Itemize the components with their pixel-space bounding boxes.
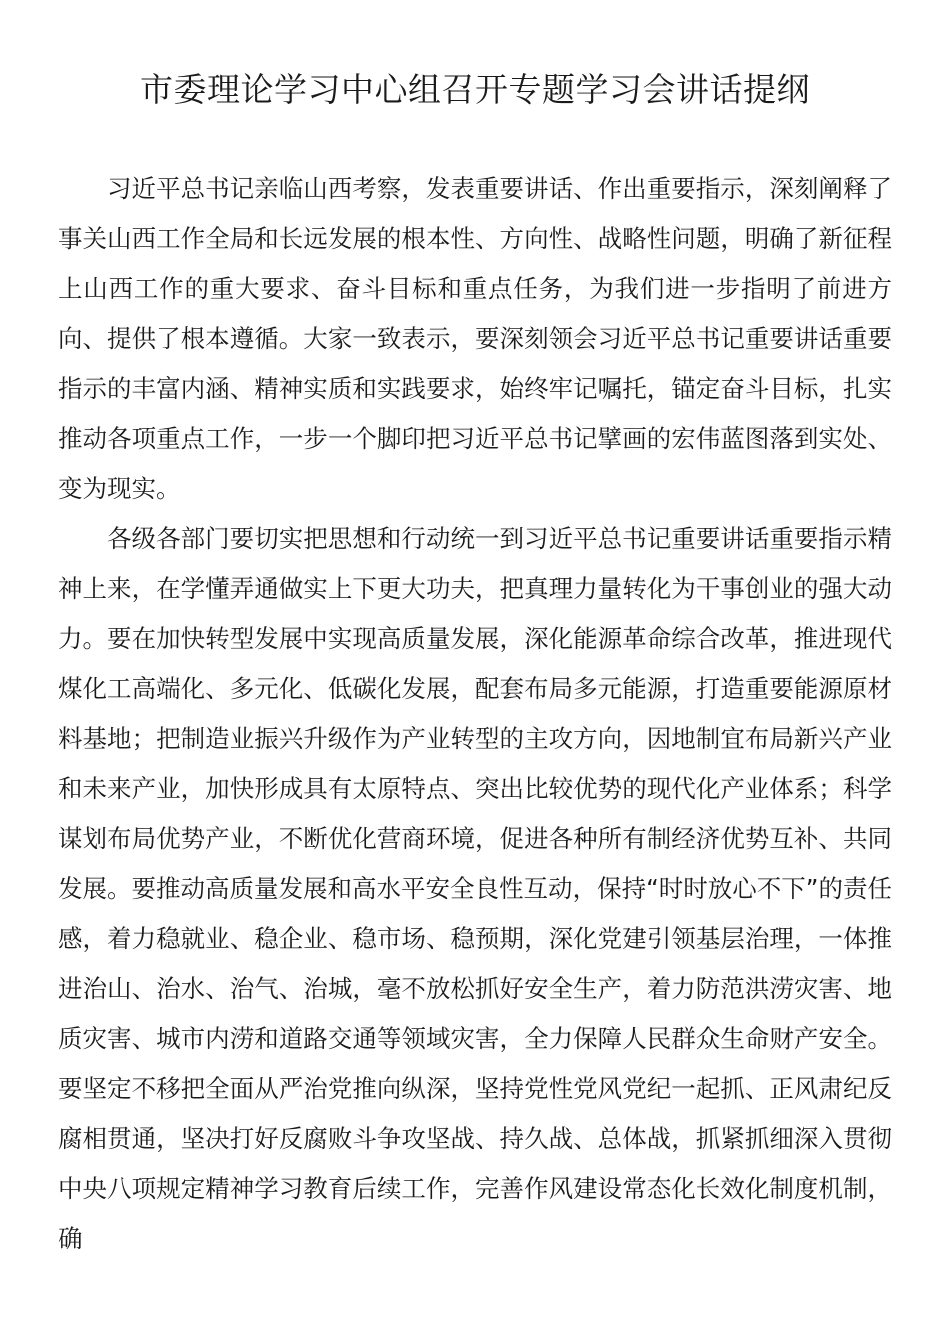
paragraph-2: 各级各部门要切实把思想和行动统一到习近平总书记重要讲话重要指示精神上来，在学懂弄通做实上下更大功夫，把真理力量转化为干事创业的强大动力。要在加快转型发展中实现高质量发展，深化能源革命综合改革，推进现代煤化工高端化、多元化、低碳化发展，配套布局多元能源，打造重要能源原材料基地；把制造业振兴升级作为产业转型的主攻方向，因地制宜布局新兴产业和未来产业，加快形成具有太原特点、突出比较优势的现代化产业体系；科学谋划布局优势产业，不断优化营商环境，促进各种所有制经济优势互补、共同发展。要推动高质量发展和高水平安全良性互动，保持“时时放心不下”的责任感，着力稳就业、稳企业、稳市场、稳预期，深化党建引领基层治理，一体推进治山、治水、治气、治城，毫不放松抓好安全生产，着力防范洪涝灾害、地质灾害、城市内涝和道路交通等领域灾害，全力保障人民群众生命财产安全。要坚定不移把全面从严治党推向纵深，坚持党性党风党纪一起抓、正风肃纪反腐相贯通，坚决打好反腐败斗争攻坚战、持久战、总体战，抓紧抓细深入贯彻中央八项规定精神学习教育后续工作，完善作风建设常态化长效化制度机制，确 bbox=[58, 524, 892, 1253]
paragraph-1: 习近平总书记亲临山西考察，发表重要讲话、作出重要指示，深刻阐释了事关山西工作全局和长远发展的根本性、方向性、战略性问题，明确了新征程上山西工作的重大要求、奋斗目标和重点任务，为我们进一步指明了前进方向、提供了根本遵循。大家一致表示，要深刻领会习近平总书记重要讲话重要指示的丰富内涵、精神实质和实践要求，始终牢记嘱托，锚定奋斗目标，扎实推动各项重点工作，一步一个脚印把习近平总书记擘画的宏伟蓝图落到实处、变为现实。 bbox=[58, 174, 892, 503]
document-body bbox=[58, 164, 892, 1264]
document-title: 市委理论学习中心组召开专题学习会讲话提纲 bbox=[140, 70, 810, 109]
